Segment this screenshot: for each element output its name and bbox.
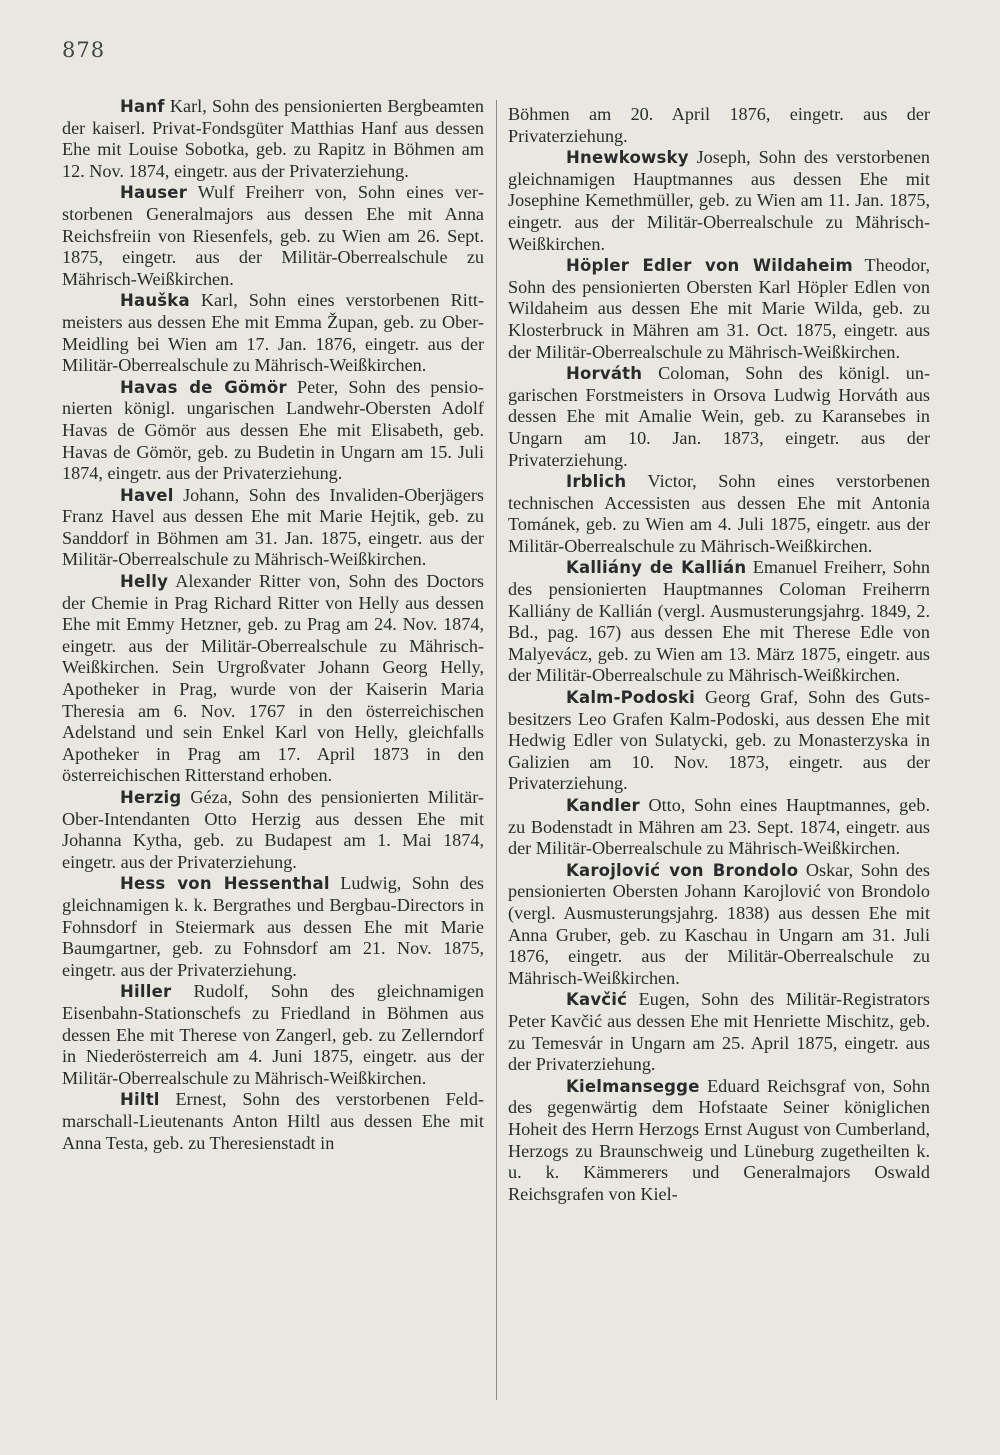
entry-hiller [62,981,484,1089]
entry-text: Eugen, Sohn des Militär-Registrators Peter Kavčić aus dessen Ehe mit Henriette Mischitz, geb. zu Temesvár in Ungarn am 25. April 1875, eingetr. aus der Privaterziehung. [508,989,930,1075]
entry-hiltl-continuation [508,104,930,147]
entry-text: Rudolf, Sohn des gleichnamigen Eisenbahn-Stationschefs zu Friedland in Böhmen aus dessen Ehe mit Therese von Zangerl, geb. zu Zellerndorf in Niederösterreich am 4. Juni 1875, eingetr. aus der Militär-Oberrealschule zu Mährisch-Weißkirchen. [62,981,484,1088]
entry-horvath [508,363,930,471]
entry-kandler [508,795,930,860]
entry-text: Georg Graf, Sohn des Gutsbesitzers Leo Grafen Kalm-Podoski, aus dessen Ehe mit Hedwig Edler von Sulatycki, geb. zu Monasterzyska in Galizien am 10. Nov. 1873, eingetr. aus der Privaterziehung. [508,687,930,794]
entry-havas-de-gomor [62,377,484,485]
entry-hopler-edler-von-wildaheim [508,255,930,363]
entry-kielmansegge [508,1076,930,1206]
entry-text: Otto, Sohn eines Hauptmannes, geb. zu Bodenstadt in Mähren am 23. Sept. 1874, eingetr. aus der Militär-Oberrealschule zu Mährisch-Weißkirchen. [508,795,930,859]
entry-name: Kavčić [566,990,628,1010]
entry-text: Coloman, Sohn des königl. ungarischen Forstmeisters in Orsova Ludwig Horváth aus dessen Ehe mit Amalie Wein, geb. zu Karansebes in Ungarn am 10. Jan. 1873, eingetr. aus der Privaterziehung. [508,363,930,470]
entry-text: Eduard Reichsgraf von, Sohn des gegenwärtig dem Hofstaate Seiner königlichen Hoheit des Herrn Herzogs Ernst August von Cumberland, Herzogs zu Braunschweig und Lüneburg zugetheilten k. u. k. Kämmerers und Generalmajors Oswald Reichsgrafen von Kiel- [508,1075,930,1204]
entry-name: Kalm-Podoski [566,688,696,708]
entry-text: Theodor, Sohn des pensionierten Obersten Karl Höpler Edlen von Wildaheim aus dessen Ehe mit Marie Wilda, geb. zu Klosterbruck in Mähren am 31. Oct. 1875, eingetr. aus der Militär-Oberrealschule zu Mährisch-Weißkirchen. [508,255,930,362]
entry-name: Kalliány de Kallián [566,558,747,578]
entry-text: Karl, Sohn eines verstorbenen Rittmeisters aus dessen Ehe mit Emma Župan, geb. zu Ober-Meidling bei Wien am 17. Jan. 1876, eingetr. aus der Militär-Oberrealschule zu Mährisch-Weißkirchen. [62,290,484,376]
entry-helly [62,571,484,787]
entry-text: Joseph, Sohn des verstorbenen gleichnamigen Hauptmannes aus dessen Ehe mit Josephine Kemethmüller, geb. zu Wien am 11. Jan. 1875, eingetr. aus der Militär-Oberrealschule zu Mährisch-Weißkirchen. [508,147,930,254]
entry-name: Havas de Gömör [120,377,287,397]
entry-text: Oskar, Sohn des pensionierten Obersten Johann Karojlović von Brondolo (vergl. Ausmusterungsjahrg. 1838) aus dessen Ehe mit Anna Gruber, geb. zu Kaschau in Ungarn am 31. Juli 1876, eingetr. aus der Militär-Oberrealschule zu Mährisch-Weißkirchen. [508,859,930,988]
entry-hauska [62,290,484,376]
entry-kavcic [508,989,930,1075]
column-divider [496,100,497,1400]
entry-hanf [62,96,484,182]
entry-name: Höpler Edler von Wildaheim [566,256,853,276]
entry-text: Böhmen am 20. April 1876, eingetr. aus der Privaterziehung. [508,104,930,146]
entry-hnewkowsky [508,147,930,255]
entry-text: Victor, Sohn eines verstorbenen technischen Accessisten aus dessen Ehe mit Antonia Tománek, geb. zu Wien am 4. Juli 1875, eingetr. aus der Militär-Oberrealschule zu Mährisch-Weißkirchen. [508,471,930,556]
entry-name: Hauser [120,183,188,203]
entry-name: Herzig [120,788,182,807]
entry-text: Peter, Sohn des pensionierten königl. ungarischen Landwehr-Obersten Adolf Havas de Gömör aus dessen Ehe mit Elisabeth, geb. Havas de Gömör, geb. zu Budetin in Ungarn am 15. Juli 1874, eingetr. aus der Privaterziehung. [62,376,484,484]
entry-name: Karojlović von Brondolo [566,860,799,880]
entry-karojlovic-von-brondolo [508,860,930,990]
entry-text: Ludwig, Sohn des gleichnamigen k. k. Bergrathes und Bergbau-Directors in Fohnsdorf in Steiermark aus dessen Ehe mit Marie Baumgartner, geb. zu Fohnsdorf am 21. Nov. 1875, eingetr. aus der Privaterziehung. [62,873,484,980]
entry-irblich [508,471,930,557]
entry-name: Hnewkowsky [566,148,689,168]
entry-text: Emanuel Freiherr, Sohn des pensionierten Hauptmannes Coloman Freiherrn Kalliány de Kallián (vergl. Ausmusterungsjahrg. 1849, 2. Bd., pag. 167) aus dessen Ehe mit Therese Edle von Malyevácz, geb. zu Wien am 13. März 1875, eingetr. aus der Militär-Oberrealschule zu Mährisch-Weißkirchen. [508,557,930,686]
entry-text: Ernest, Sohn des verstorbenen Feldmarschall-Lieutenants Anton Hiltl aus dessen Ehe mit Anna Testa, geb. zu Theresienstadt in [62,1089,484,1153]
entry-herzig [62,787,484,873]
entry-name: Horváth [566,364,643,384]
entry-hiltl [62,1089,484,1154]
entry-name: Hiller [120,982,172,1002]
entry-text: Wulf Freiherr von, Sohn eines verstorbenen Generalmajors aus dessen Ehe mit Anna Reichsfreiin von Riesenfels, geb. zu Wien am 26. Sept. 1875, eingetr. aus der Militär-Oberrealschule zu Mährisch-Weißkirchen. [62,182,484,289]
entry-kalm-podoski [508,687,930,795]
entry-text: Géza, Sohn des pensionierten Militär-Ober-Intendanten Otto Herzig aus dessen Ehe mit Johanna Kytha, geb. zu Budapest am 1. Mai 1874, eingetr. aus der Privaterziehung. [62,787,484,872]
entry-kalliany-de-kallian [508,557,930,687]
right-column [508,104,930,1205]
entry-text: Johann, Sohn des Invaliden-Oberjägers Franz Havel aus dessen Ehe mit Marie Hejtik, geb. zu Sanddorf in Böhmen am 31. Jan. 1875, eingetr. aus der Militär-Oberrealschule zu Mährisch-Weißkirchen. [62,484,484,570]
entry-name: Irblich [566,472,627,492]
entry-name: Hanf [120,97,165,116]
entry-name: Hiltl [120,1090,160,1110]
page-number: 878 [62,38,106,62]
entry-name: Hauška [120,291,190,311]
left-column [62,96,484,1154]
entry-name: Helly [120,572,169,592]
entry-text: Karl, Sohn des pensionierten Bergbeamten der kaiserl. Privat-Fondsgüter Matthias Hanf aus dessen Ehe mit Louise Sobotka, geb. zu Rapitz in Böhmen am 12. Nov. 1874, eingetr. aus der Privaterziehung. [62,96,484,181]
entry-hauser [62,182,484,290]
entry-name: Kielmansegge [566,1076,700,1096]
entry-name: Hess von Hessenthal [120,874,330,894]
entry-name: Havel [120,485,174,505]
entry-name: Kandler [566,796,640,815]
entry-hess-von-hessenthal [62,873,484,981]
entry-havel [62,485,484,571]
entry-text: Alexander Ritter von, Sohn des Doctors der Chemie in Prag Richard Ritter von Helly aus dessen Ehe mit Emmy Hetzner, geb. zu Prag am 24. Nov. 1874, eingetr. aus der Militär-Oberrealschule zu Mährisch-Weißkirchen. Sein Urgroßvater Johann Georg Helly, Apotheker in Prag, wurde von der Kaiserin Maria Theresia am 6. Nov. 1767 in den österreichischen Adelstand und sein Enkel Karl von Helly, gleichfalls Apotheker in Prag am 17. April 1873 in den österreichischen Ritterstand erhoben. [62,571,484,786]
